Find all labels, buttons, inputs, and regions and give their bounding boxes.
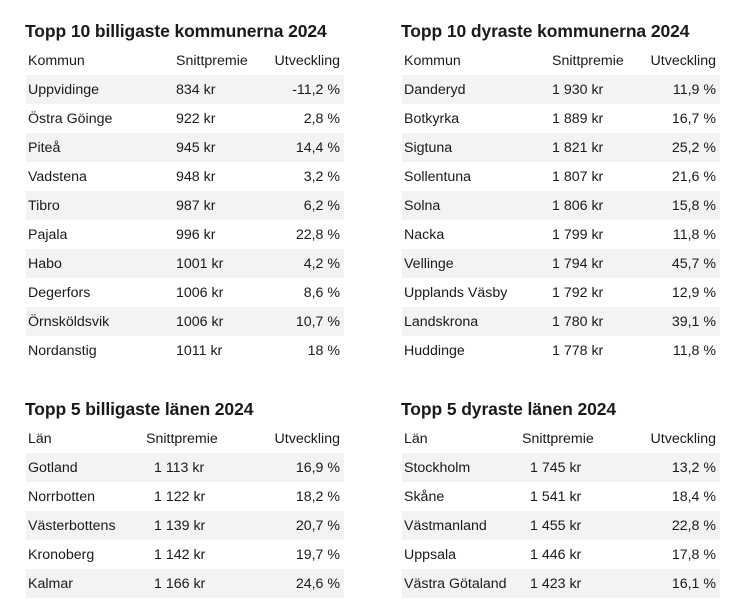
cell-name: Norrbotten — [28, 488, 96, 505]
cell-change: 39,1 % — [640, 307, 720, 336]
table-row — [402, 307, 720, 336]
cell-name: Landskrona — [402, 307, 552, 336]
table-row — [26, 249, 344, 278]
cell-premium: 1 794 kr — [552, 249, 640, 278]
column-header-change: Utveckling — [274, 52, 340, 69]
cell-name: Stockholm — [402, 453, 522, 482]
cell-name: Uppvidinge — [26, 75, 176, 104]
cell-change: 22,8 % — [632, 511, 720, 540]
column-header-change: Utveckling — [274, 430, 340, 447]
cell-name: Pajala — [28, 226, 68, 243]
panel-title: Topp 10 billigaste kommunerna 2024 — [25, 21, 327, 41]
premium-table — [402, 46, 720, 365]
table-row — [402, 133, 720, 162]
cell-change: 16,7 % — [671, 110, 716, 127]
cell-premium: 1 541 kr — [530, 488, 582, 505]
cell-name: Västmanland — [402, 511, 522, 540]
table-row — [26, 511, 344, 540]
table-row — [26, 75, 344, 104]
cell-premium: 996 kr — [176, 226, 216, 243]
cell-name: Danderyd — [402, 75, 552, 104]
cell-premium: 987 kr — [176, 191, 264, 220]
table-row — [402, 249, 720, 278]
most-expensive-municipalities-panel — [402, 16, 720, 365]
table-row — [402, 569, 720, 598]
table-row — [26, 278, 344, 307]
cheapest-counties-panel — [26, 394, 344, 598]
premium-table — [26, 424, 344, 598]
cell-premium: 1001 kr — [176, 249, 264, 278]
column-header-premium: Snittpremie — [146, 430, 218, 447]
cell-premium: 1011 kr — [176, 342, 223, 359]
cell-premium: 1 930 kr — [552, 75, 640, 104]
table-row — [26, 336, 344, 365]
table-row — [26, 307, 344, 336]
cell-change: 15,8 % — [640, 191, 720, 220]
cell-change: 21,6 % — [671, 168, 716, 185]
cheapest-municipalities-panel — [26, 16, 344, 365]
cell-premium: 1 780 kr — [552, 307, 640, 336]
cell-change: 25,2 % — [640, 133, 720, 162]
cell-change: 11,9 % — [640, 75, 720, 104]
cell-name: Västerbottens — [26, 511, 146, 540]
cell-change: 4,2 % — [264, 249, 344, 278]
cell-change: 8,6 % — [303, 284, 340, 301]
table-header-row — [26, 46, 344, 75]
table-row — [402, 511, 720, 540]
cell-name: Habo — [26, 249, 176, 278]
column-header-premium: Snittpremie — [176, 52, 248, 69]
table-row — [402, 220, 720, 249]
panel-title: Topp 10 dyraste kommunerna 2024 — [401, 21, 690, 41]
cell-change: 12,9 % — [671, 284, 716, 301]
cell-name: Vadstena — [28, 168, 87, 185]
table-row — [26, 482, 344, 511]
cell-change: 17,8 % — [671, 546, 716, 563]
cell-change: 18 % — [307, 342, 340, 359]
cell-premium: 948 kr — [176, 168, 216, 185]
table-row — [402, 336, 720, 365]
cell-premium: 1006 kr — [176, 284, 224, 301]
cell-premium: 1 821 kr — [552, 133, 640, 162]
table-row — [402, 162, 720, 191]
cell-premium: 1 889 kr — [552, 110, 604, 127]
cell-premium: 1 166 kr — [146, 569, 256, 598]
cell-name: Tibro — [26, 191, 176, 220]
cell-name: Skåne — [404, 488, 445, 505]
panel-title: Topp 5 billigaste länen 2024 — [25, 399, 254, 419]
table-row — [402, 75, 720, 104]
cell-premium: 922 kr — [176, 110, 216, 127]
cell-premium: 1 778 kr — [552, 342, 604, 359]
cell-name: Nacka — [404, 226, 445, 243]
table-row — [26, 191, 344, 220]
table-row — [402, 278, 720, 307]
table-row — [402, 453, 720, 482]
table-row — [402, 104, 720, 133]
table-row — [26, 453, 344, 482]
table-header-row — [402, 424, 720, 453]
premium-table — [402, 424, 720, 598]
table-row — [402, 191, 720, 220]
panel-title: Topp 5 dyraste länen 2024 — [401, 399, 617, 419]
cell-premium: 945 kr — [176, 133, 264, 162]
table-row — [26, 220, 344, 249]
column-header-change: Utveckling — [650, 52, 716, 69]
cell-name: Degerfors — [28, 284, 91, 301]
table-row — [26, 133, 344, 162]
column-header-name: Kommun — [28, 52, 85, 69]
cell-premium: 834 kr — [176, 75, 264, 104]
cell-change: 11,8 % — [672, 342, 716, 359]
table-header-row — [402, 46, 720, 75]
cell-name: Gotland — [26, 453, 146, 482]
column-header-change: Utveckling — [650, 430, 716, 447]
cell-change: 3,2 % — [303, 168, 340, 185]
most-expensive-counties-panel — [402, 394, 720, 598]
cell-change: 18,2 % — [295, 488, 340, 505]
cell-change: 16,1 % — [632, 569, 720, 598]
cell-name: Uppsala — [404, 546, 457, 563]
cell-name: Sigtuna — [402, 133, 552, 162]
cell-premium: 1006 kr — [176, 307, 264, 336]
cell-change: 14,4 % — [264, 133, 344, 162]
table-header-row — [26, 424, 344, 453]
cell-premium: 1 423 kr — [522, 569, 632, 598]
cell-premium: 1 792 kr — [552, 284, 604, 301]
column-header-premium: Snittpremie — [552, 52, 624, 69]
cell-name: Sollentuna — [404, 168, 472, 185]
table-row — [26, 540, 344, 569]
table-row — [402, 540, 720, 569]
cell-premium: 1 799 kr — [552, 226, 604, 243]
cell-premium: 1 122 kr — [154, 488, 206, 505]
cell-name: Nordanstig — [28, 342, 97, 359]
column-header-name: Kommun — [404, 52, 461, 69]
cell-premium: 1 139 kr — [146, 511, 256, 540]
cell-premium: 1 446 kr — [530, 546, 582, 563]
cell-name: Botkyrka — [404, 110, 460, 127]
cell-change: 16,9 % — [256, 453, 344, 482]
cell-premium: 1 142 kr — [154, 546, 206, 563]
column-header-name: Län — [404, 430, 428, 447]
cell-change: 11,8 % — [672, 226, 716, 243]
premium-table — [26, 46, 344, 365]
table-row — [26, 104, 344, 133]
cell-premium: 1 806 kr — [552, 191, 640, 220]
cell-change: -11,2 % — [264, 75, 344, 104]
cell-name: Huddinge — [404, 342, 465, 359]
cell-name: Västra Götaland — [402, 569, 522, 598]
cell-change: 45,7 % — [640, 249, 720, 278]
cell-change: 19,7 % — [295, 546, 340, 563]
cell-name: Örnsköldsvik — [26, 307, 176, 336]
cell-name: Upplands Väsby — [404, 284, 508, 301]
table-row — [402, 482, 720, 511]
cell-change: 2,8 % — [303, 110, 340, 127]
cell-change: 6,2 % — [264, 191, 344, 220]
cell-premium: 1 745 kr — [522, 453, 632, 482]
cell-name: Östra Göinge — [28, 110, 113, 127]
cell-premium: 1 807 kr — [552, 168, 604, 185]
cell-change: 13,2 % — [632, 453, 720, 482]
table-row — [26, 162, 344, 191]
cell-name: Solna — [402, 191, 552, 220]
cell-name: Kronoberg — [28, 546, 95, 563]
cell-name: Vellinge — [402, 249, 552, 278]
cell-premium: 1 113 kr — [146, 453, 256, 482]
column-header-premium: Snittpremie — [522, 430, 594, 447]
column-header-name: Län — [28, 430, 52, 447]
cell-change: 10,7 % — [264, 307, 344, 336]
cell-change: 24,6 % — [256, 569, 344, 598]
cell-change: 22,8 % — [295, 226, 340, 243]
cell-name: Kalmar — [26, 569, 146, 598]
cell-change: 18,4 % — [671, 488, 716, 505]
cell-premium: 1 455 kr — [522, 511, 632, 540]
cell-name: Piteå — [26, 133, 176, 162]
cell-change: 20,7 % — [256, 511, 344, 540]
table-row — [26, 569, 344, 598]
